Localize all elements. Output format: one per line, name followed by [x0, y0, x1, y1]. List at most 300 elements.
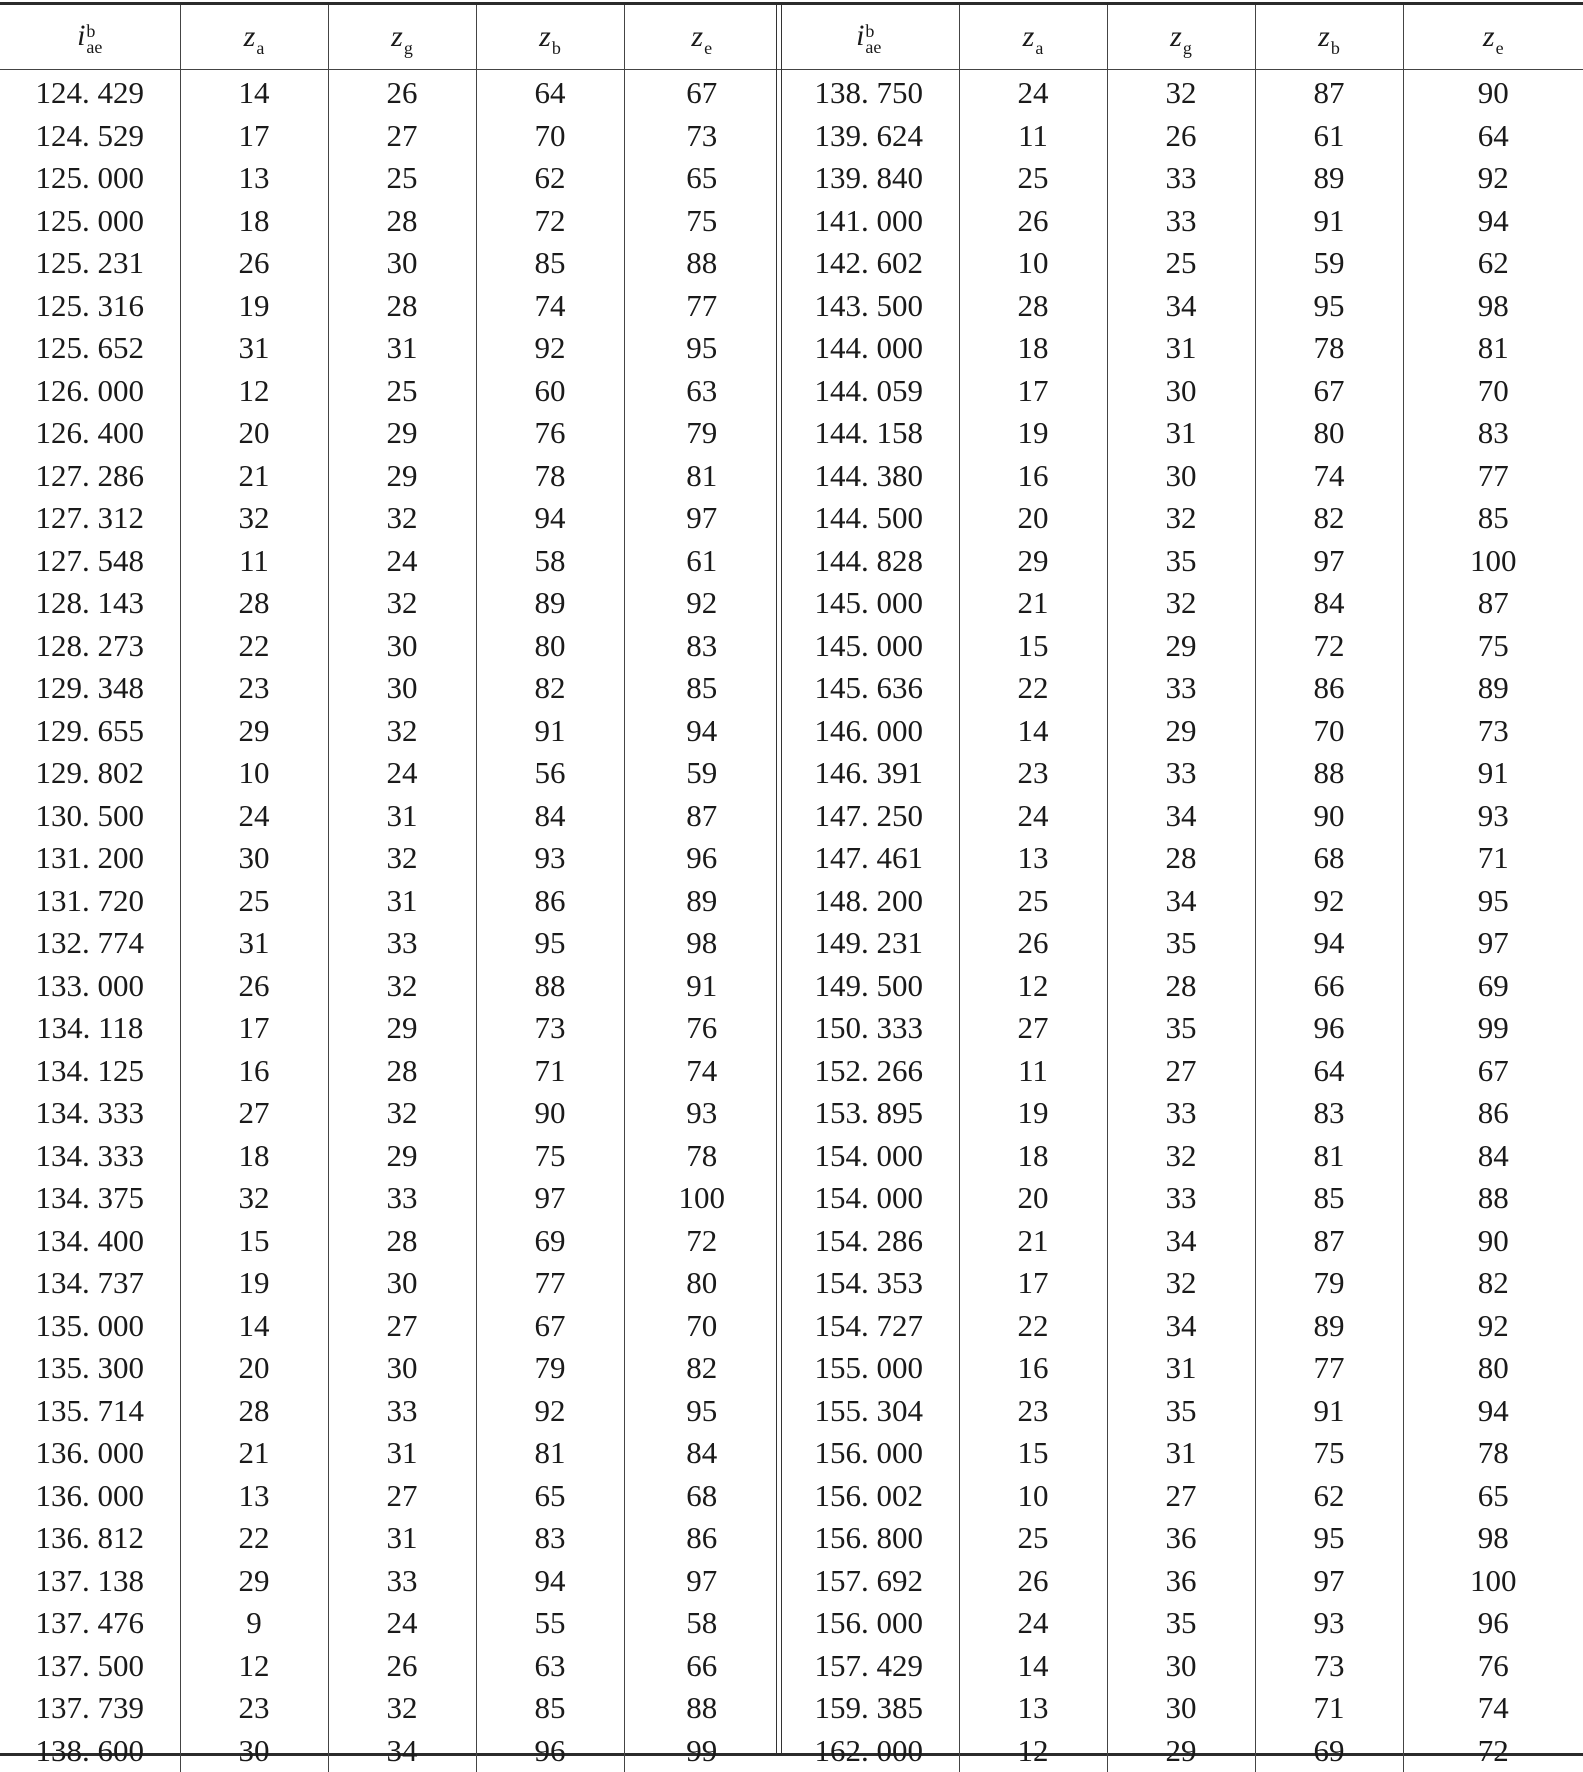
cell-ze: 88 [624, 1687, 779, 1730]
table-right-half [779, 5, 1583, 1753]
cell-ratio: 156. 002 [779, 1475, 959, 1518]
cell-zb: 74 [1255, 455, 1403, 498]
cell-zg: 29 [328, 1135, 476, 1178]
cell-ze: 89 [624, 880, 779, 923]
table-row [779, 455, 1583, 498]
cell-za: 28 [180, 1390, 328, 1433]
cell-za: 25 [959, 157, 1107, 200]
cell-zb: 83 [476, 1517, 624, 1560]
cell-za: 26 [959, 200, 1107, 243]
table-row [0, 70, 779, 115]
table-row [779, 1517, 1583, 1560]
cell-zg: 33 [328, 1177, 476, 1220]
cell-zg: 32 [1107, 70, 1255, 115]
cell-zb: 84 [476, 795, 624, 838]
cell-zg: 33 [1107, 1092, 1255, 1135]
cell-zb: 94 [476, 1560, 624, 1603]
table-row [0, 327, 779, 370]
cell-zg: 31 [1107, 1347, 1255, 1390]
table-row [0, 1687, 779, 1730]
cell-zg: 25 [328, 157, 476, 200]
table-row [0, 412, 779, 455]
cell-ze: 61 [624, 540, 779, 583]
cell-ze: 74 [1403, 1687, 1583, 1730]
cell-zg: 27 [328, 1475, 476, 1518]
cell-ze: 75 [624, 200, 779, 243]
table-row [779, 1135, 1583, 1178]
table-row [0, 965, 779, 1008]
cell-ze: 78 [1403, 1432, 1583, 1475]
cell-zb: 95 [476, 922, 624, 965]
cell-zb: 70 [1255, 710, 1403, 753]
cell-zg: 30 [328, 667, 476, 710]
cell-zb: 72 [1255, 625, 1403, 668]
cell-zg: 33 [328, 1560, 476, 1603]
cell-zg: 32 [328, 1092, 476, 1135]
cell-ratio: 127. 286 [0, 455, 180, 498]
cell-ze: 87 [1403, 582, 1583, 625]
cell-ze: 94 [624, 710, 779, 753]
table-row [0, 1220, 779, 1263]
cell-ratio: 134. 118 [0, 1007, 180, 1050]
table-row [779, 710, 1583, 753]
header-ze: $z_e$ [624, 5, 779, 70]
cell-zg: 33 [1107, 667, 1255, 710]
cell-zb: 91 [1255, 1390, 1403, 1433]
cell-ze: 94 [1403, 1390, 1583, 1433]
cell-zb: 71 [476, 1050, 624, 1093]
cell-ratio: 134. 737 [0, 1262, 180, 1305]
table-row [0, 1050, 779, 1093]
table-row [0, 1347, 779, 1390]
table-row [0, 1517, 779, 1560]
cell-ratio: 131. 200 [0, 837, 180, 880]
cell-zb: 64 [476, 70, 624, 115]
table-row [0, 752, 779, 795]
table-row [0, 1730, 779, 1772]
cell-ratio: 129. 802 [0, 752, 180, 795]
cell-ze: 68 [624, 1475, 779, 1518]
cell-ze: 58 [624, 1602, 779, 1645]
cell-ratio: 134. 333 [0, 1135, 180, 1178]
cell-ze: 80 [1403, 1347, 1583, 1390]
table-row [779, 540, 1583, 583]
cell-zg: 35 [1107, 540, 1255, 583]
cell-za: 29 [180, 710, 328, 753]
cell-za: 20 [959, 1177, 1107, 1220]
table-row [0, 455, 779, 498]
cell-zg: 31 [1107, 1432, 1255, 1475]
table-row [779, 327, 1583, 370]
table-row [0, 497, 779, 540]
cell-ratio: 150. 333 [779, 1007, 959, 1050]
table-row [0, 1432, 779, 1475]
cell-zb: 76 [476, 412, 624, 455]
column-divider [776, 5, 782, 1753]
cell-za: 16 [959, 1347, 1107, 1390]
table-row [779, 795, 1583, 838]
table-row [0, 880, 779, 923]
cell-ratio: 153. 895 [779, 1092, 959, 1135]
cell-za: 20 [959, 497, 1107, 540]
cell-ze: 82 [624, 1347, 779, 1390]
cell-zb: 62 [1255, 1475, 1403, 1518]
cell-zb: 69 [476, 1220, 624, 1263]
table-row [0, 370, 779, 413]
cell-za: 10 [180, 752, 328, 795]
cell-ze: 86 [624, 1517, 779, 1560]
cell-zg: 32 [1107, 497, 1255, 540]
cell-zb: 86 [476, 880, 624, 923]
header-ze: $z_e$ [1403, 5, 1583, 70]
cell-za: 30 [180, 837, 328, 880]
cell-ze: 75 [1403, 625, 1583, 668]
cell-zb: 75 [1255, 1432, 1403, 1475]
cell-ratio: 143. 500 [779, 285, 959, 328]
cell-zg: 30 [1107, 370, 1255, 413]
cell-ze: 91 [1403, 752, 1583, 795]
cell-za: 19 [959, 412, 1107, 455]
cell-ratio: 137. 500 [0, 1645, 180, 1688]
cell-ze: 93 [624, 1092, 779, 1135]
cell-za: 28 [959, 285, 1107, 328]
cell-zb: 61 [1255, 115, 1403, 158]
table-left-half [0, 5, 779, 1753]
table-row [0, 157, 779, 200]
cell-zb: 80 [1255, 412, 1403, 455]
cell-zb: 69 [1255, 1730, 1403, 1772]
cell-ratio: 149. 500 [779, 965, 959, 1008]
table-row [0, 795, 779, 838]
cell-ze: 64 [1403, 115, 1583, 158]
cell-za: 11 [180, 540, 328, 583]
cell-za: 22 [959, 667, 1107, 710]
cell-zg: 34 [328, 1730, 476, 1772]
cell-zb: 91 [476, 710, 624, 753]
cell-zb: 81 [476, 1432, 624, 1475]
cell-ratio: 145. 000 [779, 582, 959, 625]
table-row [0, 1390, 779, 1433]
cell-ze: 83 [624, 625, 779, 668]
cell-ratio: 135. 000 [0, 1305, 180, 1348]
cell-ze: 73 [1403, 710, 1583, 753]
cell-ratio: 154. 353 [779, 1262, 959, 1305]
cell-ratio: 134. 400 [0, 1220, 180, 1263]
cell-ze: 76 [1403, 1645, 1583, 1688]
gear-ratio-table [0, 2, 1583, 1756]
table-row [779, 667, 1583, 710]
cell-ratio: 157. 429 [779, 1645, 959, 1688]
table-row [779, 1092, 1583, 1135]
table-row [779, 625, 1583, 668]
cell-ze: 65 [624, 157, 779, 200]
cell-zg: 30 [328, 1347, 476, 1390]
cell-ratio: 139. 840 [779, 157, 959, 200]
cell-ratio: 144. 000 [779, 327, 959, 370]
cell-ze: 84 [624, 1432, 779, 1475]
cell-zb: 63 [476, 1645, 624, 1688]
header-zg: $z_g$ [328, 5, 476, 70]
table-row [779, 1347, 1583, 1390]
cell-zb: 88 [476, 965, 624, 1008]
cell-zb: 95 [1255, 1517, 1403, 1560]
cell-ratio: 145. 636 [779, 667, 959, 710]
cell-zb: 92 [1255, 880, 1403, 923]
cell-za: 12 [959, 965, 1107, 1008]
cell-ze: 100 [624, 1177, 779, 1220]
table-row [779, 1220, 1583, 1263]
table-row [0, 540, 779, 583]
cell-ze: 91 [624, 965, 779, 1008]
cell-zg: 30 [1107, 1687, 1255, 1730]
cell-zb: 82 [476, 667, 624, 710]
cell-za: 26 [959, 1560, 1107, 1603]
cell-zb: 92 [476, 1390, 624, 1433]
cell-zg: 29 [328, 412, 476, 455]
header-zb: $z_b$ [476, 5, 624, 70]
table-row [0, 1560, 779, 1603]
cell-za: 10 [959, 242, 1107, 285]
cell-ratio: 144. 059 [779, 370, 959, 413]
table-row [0, 1645, 779, 1688]
cell-ratio: 135. 300 [0, 1347, 180, 1390]
cell-zb: 55 [476, 1602, 624, 1645]
right-table-body [779, 70, 1583, 1772]
cell-zb: 94 [1255, 922, 1403, 965]
cell-ze: 83 [1403, 412, 1583, 455]
cell-za: 15 [959, 1432, 1107, 1475]
cell-za: 25 [959, 1517, 1107, 1560]
cell-zg: 35 [1107, 1602, 1255, 1645]
cell-zb: 71 [1255, 1687, 1403, 1730]
cell-zb: 67 [1255, 370, 1403, 413]
cell-ze: 77 [624, 285, 779, 328]
cell-ze: 77 [1403, 455, 1583, 498]
cell-zb: 86 [1255, 667, 1403, 710]
cell-za: 24 [180, 795, 328, 838]
cell-ze: 76 [624, 1007, 779, 1050]
table-row [0, 837, 779, 880]
cell-zb: 97 [476, 1177, 624, 1220]
cell-zb: 62 [476, 157, 624, 200]
cell-zg: 28 [328, 200, 476, 243]
cell-ze: 85 [624, 667, 779, 710]
cell-za: 24 [959, 795, 1107, 838]
cell-zb: 85 [476, 242, 624, 285]
cell-ratio: 156. 000 [779, 1602, 959, 1645]
cell-za: 16 [180, 1050, 328, 1093]
table-row [0, 710, 779, 753]
cell-ratio: 127. 312 [0, 497, 180, 540]
table-row [779, 1432, 1583, 1475]
cell-zg: 29 [1107, 1730, 1255, 1772]
cell-ze: 99 [1403, 1007, 1583, 1050]
cell-ze: 73 [624, 115, 779, 158]
cell-zg: 29 [328, 1007, 476, 1050]
cell-zb: 72 [476, 200, 624, 243]
cell-zb: 56 [476, 752, 624, 795]
cell-ze: 97 [1403, 922, 1583, 965]
cell-zg: 26 [328, 1645, 476, 1688]
cell-za: 27 [180, 1092, 328, 1135]
cell-ratio: 155. 304 [779, 1390, 959, 1433]
cell-zg: 33 [328, 1390, 476, 1433]
cell-ratio: 139. 624 [779, 115, 959, 158]
cell-ratio: 124. 429 [0, 70, 180, 115]
table-row [779, 1645, 1583, 1688]
cell-ratio: 162. 000 [779, 1730, 959, 1772]
cell-zg: 34 [1107, 285, 1255, 328]
cell-zg: 30 [328, 1262, 476, 1305]
table-row [779, 965, 1583, 1008]
table-row [779, 1475, 1583, 1518]
cell-zg: 26 [328, 70, 476, 115]
cell-za: 18 [959, 327, 1107, 370]
cell-ratio: 136. 000 [0, 1432, 180, 1475]
cell-ratio: 155. 000 [779, 1347, 959, 1390]
cell-ze: 81 [1403, 327, 1583, 370]
cell-zg: 34 [1107, 880, 1255, 923]
cell-zg: 24 [328, 1602, 476, 1645]
cell-ratio: 124. 529 [0, 115, 180, 158]
table-row [779, 1305, 1583, 1348]
cell-zb: 83 [1255, 1092, 1403, 1135]
cell-za: 18 [180, 1135, 328, 1178]
cell-za: 26 [180, 242, 328, 285]
table-row [779, 412, 1583, 455]
cell-za: 17 [959, 370, 1107, 413]
cell-za: 26 [959, 922, 1107, 965]
cell-zb: 87 [1255, 1220, 1403, 1263]
cell-za: 14 [959, 710, 1107, 753]
cell-ratio: 154. 286 [779, 1220, 959, 1263]
cell-zb: 70 [476, 115, 624, 158]
cell-ratio: 134. 125 [0, 1050, 180, 1093]
cell-ratio: 154. 000 [779, 1177, 959, 1220]
cell-zg: 35 [1107, 1390, 1255, 1433]
cell-ratio: 148. 200 [779, 880, 959, 923]
table-row [779, 1050, 1583, 1093]
cell-za: 22 [180, 625, 328, 668]
cell-zg: 34 [1107, 1220, 1255, 1263]
table-row [0, 1135, 779, 1178]
cell-zb: 97 [1255, 1560, 1403, 1603]
cell-ratio: 144. 500 [779, 497, 959, 540]
table-row [779, 370, 1583, 413]
cell-ratio: 144. 158 [779, 412, 959, 455]
cell-ze: 96 [1403, 1602, 1583, 1645]
cell-ratio: 128. 273 [0, 625, 180, 668]
cell-zg: 27 [1107, 1050, 1255, 1093]
cell-ratio: 156. 000 [779, 1432, 959, 1475]
cell-za: 18 [180, 200, 328, 243]
cell-ratio: 125. 652 [0, 327, 180, 370]
cell-zg: 32 [328, 710, 476, 753]
cell-ze: 92 [624, 582, 779, 625]
table-row [779, 1730, 1583, 1772]
cell-ratio: 138. 600 [0, 1730, 180, 1772]
table-row [0, 1007, 779, 1050]
cell-ze: 95 [624, 1390, 779, 1433]
cell-ratio: 154. 000 [779, 1135, 959, 1178]
cell-za: 25 [959, 880, 1107, 923]
cell-zg: 36 [1107, 1517, 1255, 1560]
cell-za: 23 [959, 752, 1107, 795]
cell-zb: 79 [1255, 1262, 1403, 1305]
cell-zg: 32 [328, 1687, 476, 1730]
cell-ze: 70 [1403, 370, 1583, 413]
table-row [779, 497, 1583, 540]
cell-zb: 95 [1255, 285, 1403, 328]
cell-zb: 90 [476, 1092, 624, 1135]
table-row [0, 1092, 779, 1135]
cell-ratio: 149. 231 [779, 922, 959, 965]
cell-ratio: 131. 720 [0, 880, 180, 923]
cell-za: 25 [180, 880, 328, 923]
cell-zg: 27 [1107, 1475, 1255, 1518]
cell-za: 28 [180, 582, 328, 625]
cell-zb: 79 [476, 1347, 624, 1390]
cell-za: 12 [180, 370, 328, 413]
cell-ratio: 154. 727 [779, 1305, 959, 1348]
cell-ze: 59 [624, 752, 779, 795]
cell-za: 31 [180, 922, 328, 965]
cell-ratio: 136. 812 [0, 1517, 180, 1560]
cell-za: 13 [180, 157, 328, 200]
cell-zg: 36 [1107, 1560, 1255, 1603]
cell-za: 32 [180, 1177, 328, 1220]
cell-ratio: 125. 000 [0, 200, 180, 243]
cell-ratio: 156. 800 [779, 1517, 959, 1560]
left-table [0, 5, 779, 1772]
cell-ratio: 134. 375 [0, 1177, 180, 1220]
cell-za: 20 [180, 1347, 328, 1390]
cell-zg: 30 [328, 242, 476, 285]
cell-zg: 27 [328, 115, 476, 158]
table-row [779, 837, 1583, 880]
cell-za: 29 [959, 540, 1107, 583]
cell-ratio: 128. 143 [0, 582, 180, 625]
cell-zg: 27 [328, 1305, 476, 1348]
cell-za: 14 [180, 70, 328, 115]
cell-zg: 35 [1107, 1007, 1255, 1050]
table-row [0, 1602, 779, 1645]
cell-za: 12 [180, 1645, 328, 1688]
cell-zb: 81 [1255, 1135, 1403, 1178]
cell-za: 12 [959, 1730, 1107, 1772]
table-row [0, 582, 779, 625]
cell-zg: 28 [1107, 837, 1255, 880]
table-row [779, 1007, 1583, 1050]
left-table-body [0, 70, 779, 1772]
cell-ratio: 129. 348 [0, 667, 180, 710]
cell-za: 13 [180, 1475, 328, 1518]
cell-za: 16 [959, 455, 1107, 498]
cell-zb: 64 [1255, 1050, 1403, 1093]
cell-ze: 79 [624, 412, 779, 455]
cell-zb: 73 [476, 1007, 624, 1050]
cell-ratio: 137. 476 [0, 1602, 180, 1645]
cell-ze: 99 [624, 1730, 779, 1772]
cell-ratio: 129. 655 [0, 710, 180, 753]
cell-ratio: 147. 461 [779, 837, 959, 880]
cell-za: 11 [959, 115, 1107, 158]
header-zb: $z_b$ [1255, 5, 1403, 70]
cell-zb: 77 [1255, 1347, 1403, 1390]
cell-ze: 67 [1403, 1050, 1583, 1093]
table-row [779, 582, 1583, 625]
table-row [0, 1305, 779, 1348]
